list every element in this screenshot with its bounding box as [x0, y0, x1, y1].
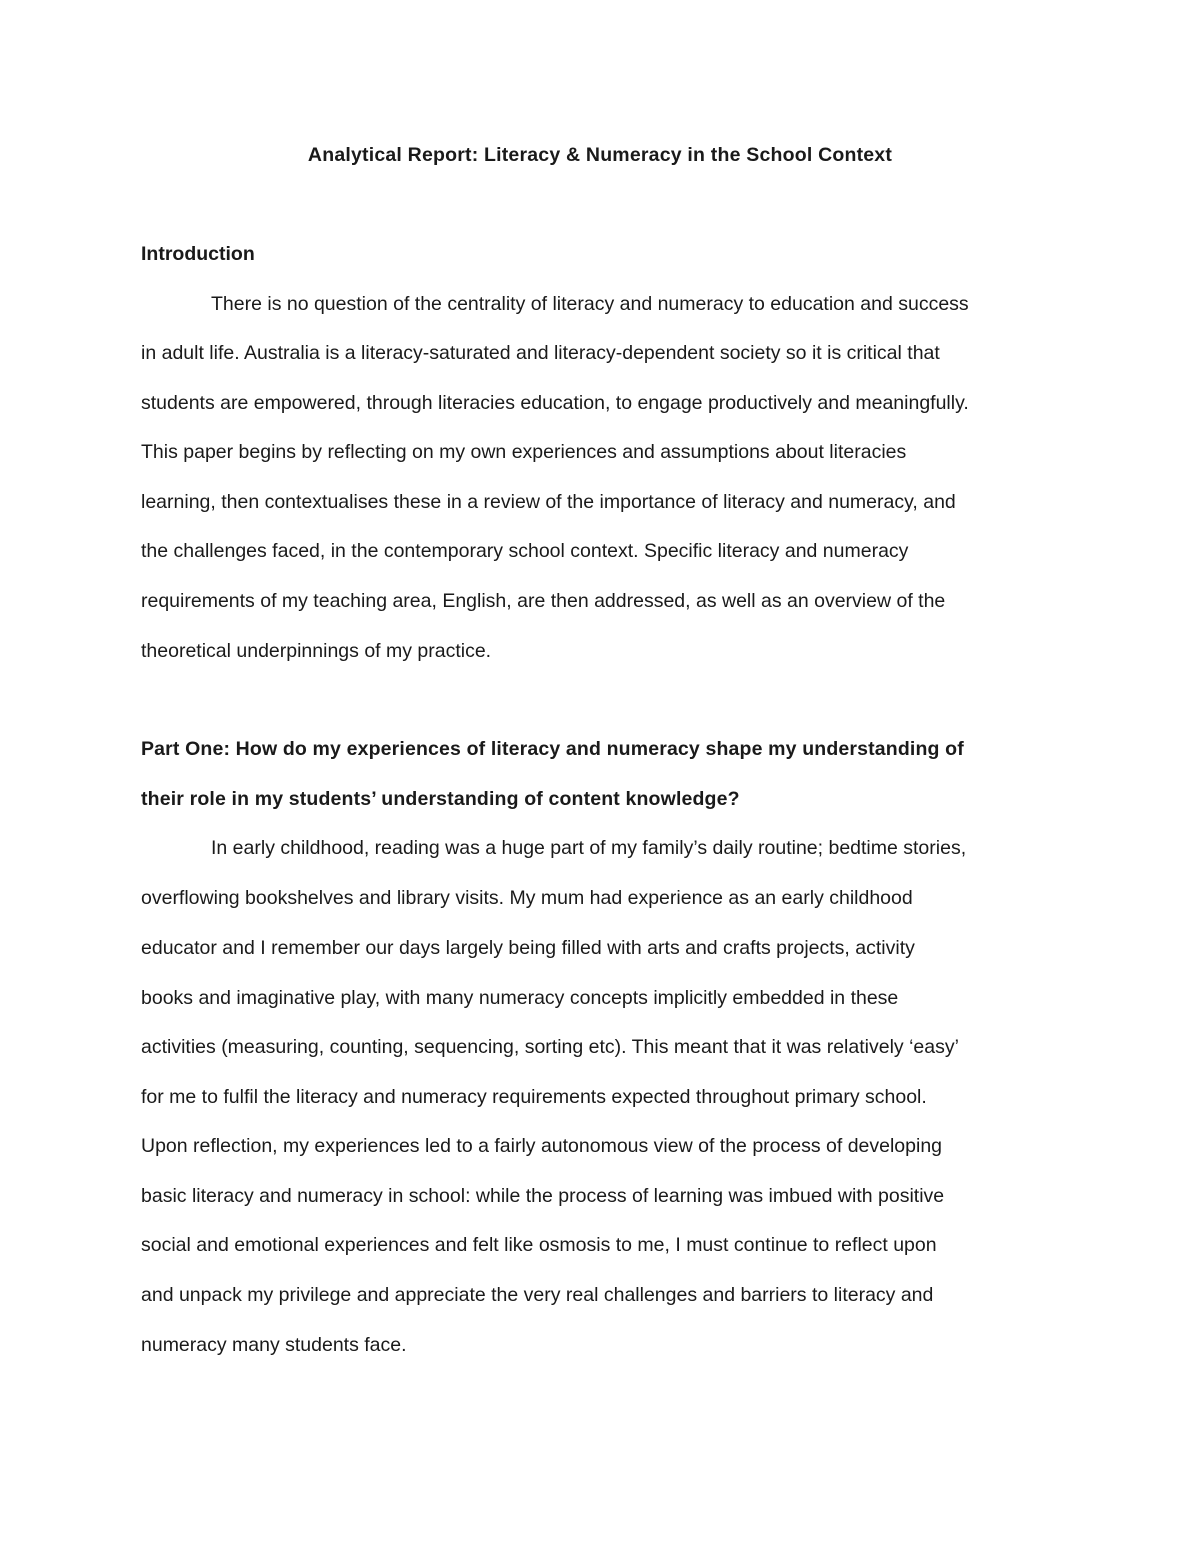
paragraph-line: basic literacy and numeracy in school: while the process of learning was imbued with positive: [141, 1185, 945, 1207]
paragraph-line: educator and I remember our days largely being filled with arts and crafts projects, activity: [141, 937, 915, 959]
part-one-heading-continued: their role in my students’ understanding of content knowledge?: [141, 788, 740, 810]
paragraph-line: Upon reflection, my experiences led to a fairly autonomous view of the process of developing: [141, 1135, 943, 1157]
paragraph-line: This paper begins by reflecting on my own experiences and assumptions about literacies: [141, 441, 907, 463]
paragraph-line: in adult life. Australia is a literacy-saturated and literacy-dependent society so it is critical that: [141, 342, 940, 364]
paragraph-line: students are empowered, through literacies education, to engage productively and meaningfully.: [141, 392, 969, 414]
paragraph-line: overflowing bookshelves and library visits. My mum had experience as an early childhood: [141, 887, 913, 909]
paragraph-line: for me to fulfil the literacy and numeracy requirements expected throughout primary school.: [141, 1086, 927, 1108]
paragraph-line: the challenges faced, in the contemporary school context. Specific literacy and numeracy: [141, 540, 909, 562]
paragraph-line: and unpack my privilege and appreciate the very real challenges and barriers to literacy and: [141, 1284, 934, 1306]
paragraph-line: In early childhood, reading was a huge part of my family’s daily routine; bedtime stories,: [211, 837, 967, 859]
paragraph-line: social and emotional experiences and felt like osmosis to me, I must continue to reflect upon: [141, 1234, 937, 1256]
paragraph-line: theoretical underpinnings of my practice.: [141, 640, 492, 662]
paragraph-line: learning, then contextualises these in a review of the importance of literacy and numeracy, and: [141, 491, 956, 513]
introduction-heading: Introduction: [141, 243, 255, 265]
part-one-heading: Part One: How do my experiences of literacy and numeracy shape my understanding of: [141, 738, 964, 760]
paragraph-line: There is no question of the centrality of literacy and numeracy to education and success: [211, 293, 969, 315]
paragraph-line: numeracy many students face.: [141, 1334, 407, 1356]
paragraph-line: requirements of my teaching area, English, are then addressed, as well as an overview of the: [141, 590, 946, 612]
document-title: Analytical Report: Literacy & Numeracy in the School Context: [307, 144, 893, 166]
paragraph-line: books and imaginative play, with many numeracy concepts implicitly embedded in these: [141, 987, 899, 1009]
paragraph-line: activities (measuring, counting, sequencing, sorting etc). This meant that it was relatively ‘easy’: [141, 1036, 959, 1058]
